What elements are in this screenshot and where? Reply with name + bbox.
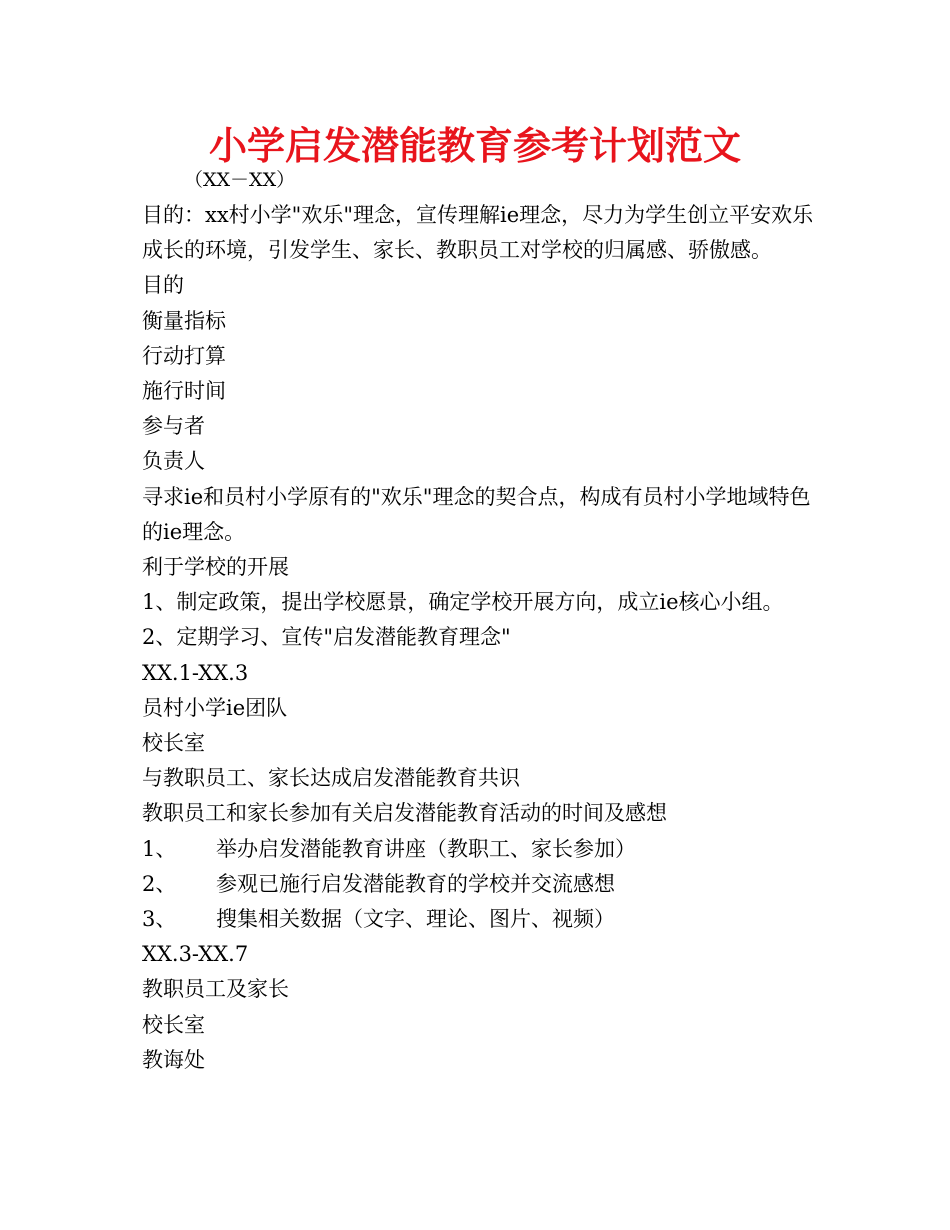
paragraph: XX.1-XX.3 <box>142 660 249 685</box>
paragraph: 2、定期学习、宣传"启发潜能教育理念" <box>142 625 511 650</box>
paragraph: 衡量指标 <box>142 308 226 333</box>
paragraph: 目的：xx村小学"欢乐"理念，宣传理解ie理念，尽力为学生创立平安欢乐成长的环境，引发学生、家长、教职员工对学校的归属感、骄傲感。 <box>142 203 814 263</box>
item-number: 2、 <box>142 871 177 896</box>
item-text: 搜集相关数据（文字、理论、图片、视频） <box>216 907 615 932</box>
paragraph: 教职员工和家长参加有关启发潜能教育活动的时间及感想 <box>142 801 667 826</box>
numbered-item <box>142 832 814 867</box>
paragraph: 校长室 <box>142 731 205 756</box>
paragraph: 与教职员工、家长达成启发潜能教育共识 <box>142 766 520 791</box>
paragraph: 行动打算 <box>142 343 226 368</box>
item-text: 参观已施行启发潜能教育的学校并交流感想 <box>216 871 615 896</box>
paragraph: 教诲处 <box>142 1047 205 1072</box>
paragraph: 1、制定政策，提出学校愿景，确定学校开展方向，成立ie核心小组。 <box>142 590 784 615</box>
numbered-item <box>142 902 814 937</box>
document-body <box>142 198 814 1078</box>
paragraph: 目的 <box>142 273 184 298</box>
document-subtitle: （XX－XX） <box>184 169 296 191</box>
paragraph: 寻求ie和员村小学原有的"欢乐"理念的契合点，构成有员村小学地域特色的ie理念。 <box>142 484 811 544</box>
paragraph: XX.3-XX.7 <box>142 942 249 967</box>
paragraph: 员村小学ie团队 <box>142 695 288 720</box>
paragraph: 教职员工及家长 <box>142 977 289 1002</box>
paragraph: 校长室 <box>142 1012 205 1037</box>
numbered-item <box>142 867 814 902</box>
item-number: 1、 <box>142 836 177 861</box>
item-number: 3、 <box>142 907 177 932</box>
item-text: 举办启发潜能教育讲座（教职工、家长参加） <box>216 836 636 861</box>
paragraph: 施行时间 <box>142 379 226 404</box>
paragraph: 利于学校的开展 <box>142 555 289 580</box>
paragraph: 参与者 <box>142 414 205 439</box>
document-title: 小学启发潜能教育参考计划范文 <box>208 124 741 168</box>
paragraph: 负责人 <box>142 449 205 474</box>
